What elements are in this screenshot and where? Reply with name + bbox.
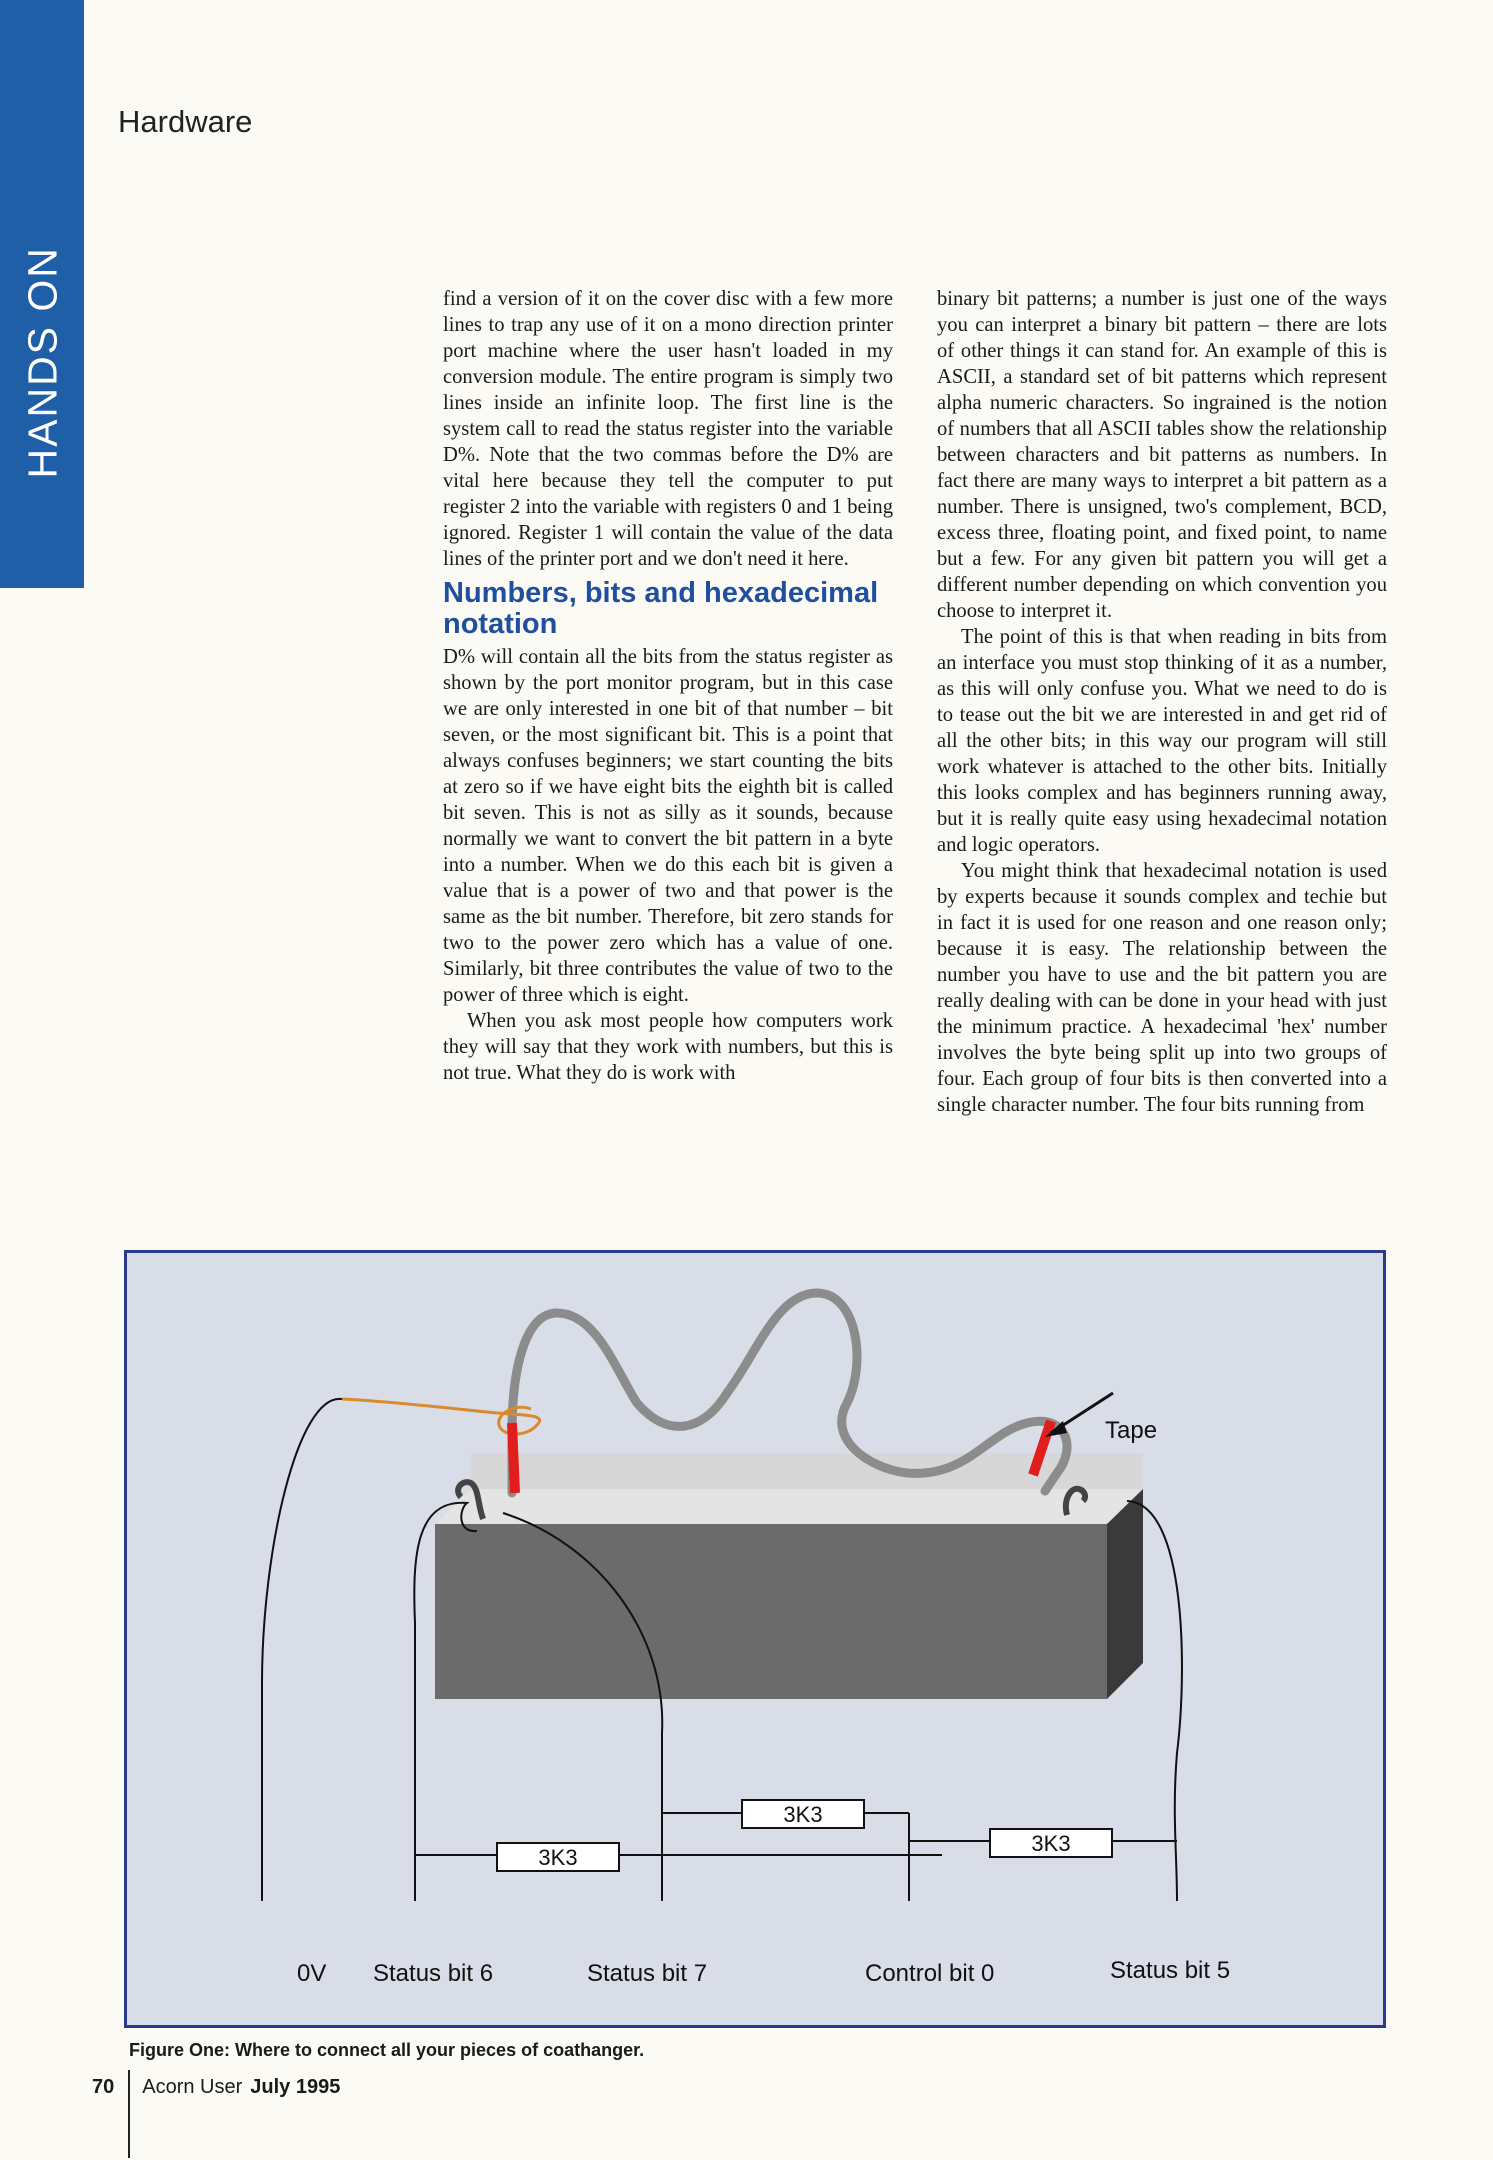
resistor-label: 3K3 — [538, 1845, 578, 1870]
tape-label: Tape — [1105, 1417, 1158, 1444]
terminal-label: Status bit 5 — [1110, 1957, 1231, 1984]
block-top-face — [435, 1489, 1143, 1524]
paragraph: D% will contain all the bits from the status register as shown by the port monitor program, but in this case we are only interested in one bit of that number – bit seven, or the most significant bit. This is a point that always confuses beginners; we start counting the bits at zero so if we have eight bits the eighth bit is called bit seven. This is not as silly as it sounds, because normally we want to convert the bit pattern in a byte into a number. When we do this each bit is given a value that is a power of two and that power is the same as the bit number. Therefore, bit zero stands for two to the power zero which has a value of one. Similarly, bit three contributes the value of two to the power of three which is eight. — [443, 646, 893, 1006]
issue-date: July 1995 — [250, 2076, 341, 2098]
wiring-diagram — [127, 1253, 1383, 2025]
paragraph: The point of this is that when reading in bits from an interface you must stop thinking of it as a number, as this will only confuse you. What we need to do is to tease out the bit we are interested in and get rid of all the other bits; in this way our program will still work whatever is attached to the other bits. Initially this looks complex and has beginners running away, but it is really quite easy using hexadecimal notation and logic operators. — [937, 626, 1387, 856]
terminal-label: Status bit 7 — [587, 1960, 708, 1987]
article-column-2 — [937, 286, 1387, 1118]
page-number: 70 — [92, 2076, 115, 2098]
block-front-face — [435, 1524, 1107, 1699]
terminal-label: Status bit 6 — [373, 1960, 494, 1987]
block-side-face — [1107, 1489, 1143, 1699]
side-tab-label: HANDS ON — [19, 246, 66, 479]
wiring-figure — [124, 1250, 1386, 2028]
tape-left — [512, 1423, 515, 1493]
paragraph: When you ask most people how computers work they will say that they work with numbers, but this is not true. What they do is work with — [443, 1010, 893, 1084]
subheading: Numbers, bits and hexadecimal notation — [443, 577, 879, 640]
paragraph: find a version of it on the cover disc with a few more lines to trap any use of it on a mono direction printer port machine where the user hasn't loaded in my conversion module. The entire program is simply two lines inside an infinite loop. The first line is the system call to read the status register into the variable D%. Note that the two commas before the D% are vital here because they tell the computer to put register 2 into the variable with registers 0 and 1 being ignored. Register 1 will contain the value of the data lines of the printer port and we don't need it here. — [443, 288, 893, 570]
section-title: Hardware — [118, 104, 253, 139]
magazine-name: Acorn User — [142, 2076, 243, 2098]
figure-caption: Figure One: Where to connect all your pieces of coathanger. — [129, 2040, 645, 2060]
resistor-label: 3K3 — [783, 1802, 823, 1827]
article-column-1 — [443, 286, 893, 1086]
paragraph: You might think that hexadecimal notation is used by experts because it sounds complex and techie but in fact it is used for one reason and one reason only; because it is easy. The relationship between the number you have to use and the bit pattern you are really dealing with can be done in your head with just the minimum practice. A hexadecimal 'hex' number involves the byte being split up into two groups of four. Each group of four bits is then converted into a single character number. The four bits running from — [937, 860, 1387, 1116]
paragraph: binary bit patterns; a number is just one of the ways you can interpret a binary bit pattern – there are lots of other things it can stand for. An example of this is ASCII, a standard set of bit patterns which represent alpha numeric characters. So ingrained is the notion of numbers that all ASCII tables show the relationship between characters and bit patterns as numbers. In fact there are many ways to interpret a bit pattern as a number. There is unsigned, two's complement, BCD, excess three, floating point, and fixed point, to name but a few. For any given bit pattern you will get a different number depending on which convention you choose to interpret it. — [937, 288, 1387, 622]
terminal-label: 0V — [297, 1960, 327, 1987]
page-footer — [92, 2076, 340, 2099]
wire-0v — [262, 1399, 342, 1901]
terminal-label: Control bit 0 — [865, 1960, 995, 1987]
resistor-label: 3K3 — [1031, 1831, 1071, 1856]
section-side-tab — [0, 0, 84, 588]
